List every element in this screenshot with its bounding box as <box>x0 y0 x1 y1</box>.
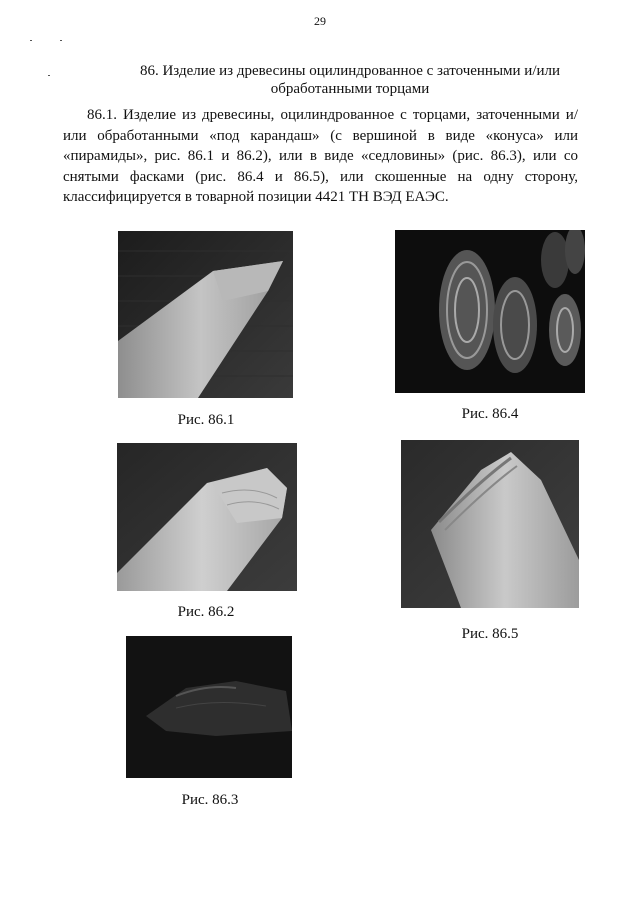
figure-86-5-caption: Рис. 86.5 <box>461 626 519 642</box>
figure-86-1-photo <box>118 231 293 398</box>
scan-speck <box>30 40 32 41</box>
section-heading: 86. Изделие из древесины оцилиндрованное с заточенными и/или обработанными торцами <box>139 63 561 97</box>
figure-86-2-caption: Рис. 86.2 <box>177 604 235 620</box>
figure-86-3-photo <box>126 636 292 778</box>
section-paragraph: 86.1. Изделие из древесины, оцилиндрованное с торцами, заточенными и/или обработанными «под карандаш» (с вершиной в виде «конуса» или «пирамиды», рис. 86.1 и 86.2), или в виде «седловины» (рис. 86.3), или со снятыми фасками (рис. 86.4 и 86.5), или скошенные на одну сторону, классифицируется в товарной позиции 4421 ТН ВЭД ЕАЭС. <box>63 107 578 205</box>
scan-speck <box>60 40 62 41</box>
scan-speck <box>48 75 50 76</box>
page-number: 29 <box>314 14 326 28</box>
figure-86-4-photo <box>395 230 585 393</box>
figure-86-4-caption: Рис. 86.4 <box>461 406 519 422</box>
figure-86-3-caption: Рис. 86.3 <box>181 792 239 808</box>
figure-86-1-caption: Рис. 86.1 <box>177 412 235 428</box>
figure-86-2-photo <box>117 443 297 591</box>
figure-86-5-photo <box>401 440 579 608</box>
